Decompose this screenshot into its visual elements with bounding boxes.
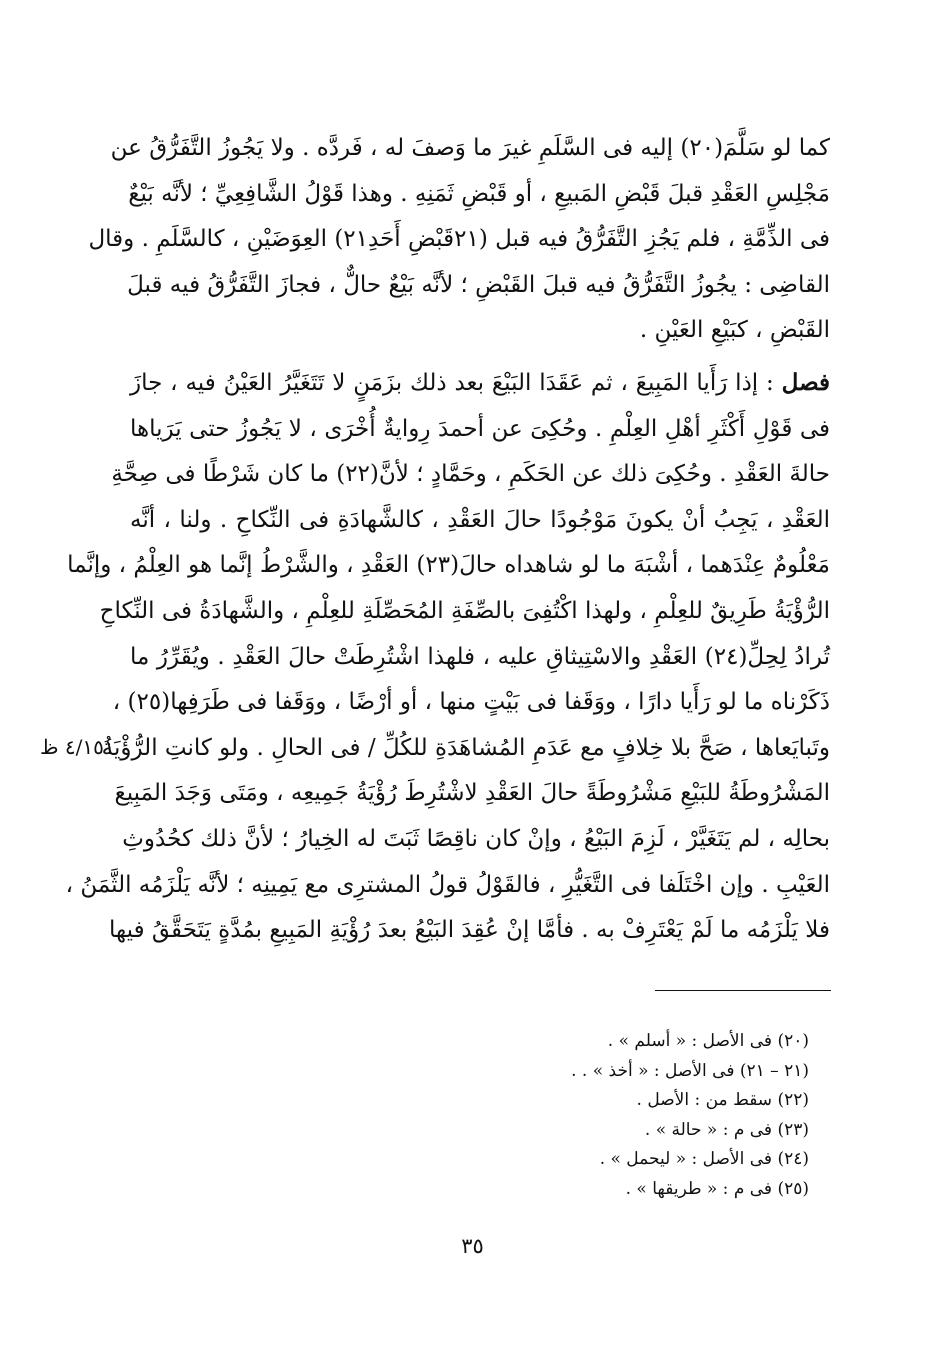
footnote-item: (٢٣) فى م : « حالة » . (644, 1119, 809, 1140)
text-line-rest: : إذا رَأَيا المَبِيعَ ، ثم عَقَدَا البَيْعَ بعد ذلك بزَمَنٍ لا تَتَغَيَّرُ العَيْنُ فيه ، جازَ (130, 369, 774, 396)
footnote-item: (٢٥) فى م : « طريقها » . (625, 1178, 809, 1199)
text-line: مَجْلِسِ العَقْدِ قبلَ قَبْضِ المَبيعِ ، أو قَبْضِ ثَمَنِهِ . وهذا قَوْلُ الشَّافِعِيِّ ؛ لأنَّه بَيْعٌ (128, 180, 830, 207)
text-line: كما لو سَلَّمَ(٢٠) إليه فى السَّلَمِ غيرَ ما وَصفَ له ، فَردَّه . ولا يَجُوزُ التَّفَرُّقُ عن (110, 135, 830, 161)
text-line-first (130, 360, 830, 407)
margin-folio-note: ٤/١٥١ ظ (40, 735, 115, 759)
text-line: العَقْدِ ، يَجِبُ أنْ يكونَ مَوْجُودًا حالَ العَقْدِ ، كالشَّهادَةِ فى النِّكاحِ . ولنا ، أنَّه (130, 506, 830, 533)
text-line: القَبْضِ ، كبَيْعِ العَيْنِ . (639, 317, 830, 344)
text-line: فى الذِّمَّةِ ، فلم يَجُزِ التَّفَرُّقُ فيه قبل (٢١قَبْضِ أَحَدِ٢١) العِوَضَيْنِ ، كالسَّلَمِ . وقال (88, 226, 830, 253)
section-heading-fasl: فصل (781, 368, 831, 396)
paragraph-1 (88, 126, 830, 354)
footnote-item: (٢٠) فى الأصل : « أسلم » . (607, 1031, 809, 1051)
footnote-item: (٢١ – ٢١) فى الأصل : « أخذ » . . (571, 1060, 809, 1081)
text-line: تُرادُ لِحِلِّ(٢٤) العَقْدِ والاسْتِيثاقِ عليه ، فلهذا اشْتُرِطَتْ حالَ العَقْدِ . ويُقَرِّرُ ما (130, 643, 831, 670)
footnotes-list (571, 1027, 809, 1204)
text-line: مَعْلُومٌ عِنْدَهما ، أشْبَهَ ما لو شاهداه حالَ(٢٣) العَقْدِ ، والشَّرْطُ إنَّما هو العِلْمُ ، وإنَّما (67, 552, 830, 579)
text-line: المَشْرُوطَةُ للبَيْعِ مَشْرُوطَةً حالَ العَقْدِ لاشْتُرِطَ رُؤْيَةُ جَمِيعِه ، ومَتَى وَجَدَ المَبِيعَ (114, 780, 830, 807)
text-line: فى قَوْلِ أَكْثَرِ أهْلِ العِلْمِ . وحُكِىَ عن أحمدَ رِوايةٌ أُخْرَى ، لا يَجُوزُ حتى يَرَياها (130, 415, 830, 442)
text-line: وتَبايَعاها ، صَحَّ بلا خِلافٍ مع عَدَمِ المُشاهَدَةِ للكُلِّ / فى الحالِ . ولو كانتِ الرُّؤْيَةُ (101, 734, 830, 761)
text-line: الرُّؤْيَةُ طَرِيقٌ للعِلْمِ ، ولهذا اكْتُفِىَ بالصِّفَةِ المُحَصِّلَةِ للعِلْمِ ، والشَّهادَةُ فى النِّكاحِ (99, 597, 830, 624)
footnote-item: (٢٢) سقط من : الأصل . (636, 1090, 809, 1110)
text-line: العَيْبِ . وإن اخْتَلَفا فى التَّغَيُّرِ ، فالقَوْلُ قولُ المشترِى مع يَمِينِه ؛ لأنَّه يَلْزَمُه الثَّمَنُ ، (65, 871, 830, 898)
text-line: بحالِه ، لم يَتَغَيَّرْ ، لَزِمَ البَيْعُ ، وإنْ كان ناقِصًا ثَبَتَ له الخِيارُ ؛ لأنَّ ذلك كحُدُوثِ (122, 825, 830, 852)
page-number: ٣٥ (461, 1234, 484, 1258)
text-line: ذَكَرْناه ما لو رَأَيا دارًا ، ووَقَفا فى بَيْتٍ منها ، أو أرْضًا ، ووَقَفا فى طَرَفِها(٢٥) ، (112, 689, 830, 716)
text-line: فلا يَلْزَمُه ما لَمْ يَعْتَرِفْ به . فأمَّا إنْ عُقِدَ البَيْعُ بعدَ رُؤْيَةِ المَبِيعِ بمُدَّةٍ يَتَحَقَّقُ فيها (109, 917, 830, 944)
footnote-item: (٢٤) فى الأصل : « ليحمل » . (599, 1149, 809, 1169)
text-line: القاضِى : يجُوزُ التَّفَرُّقُ فيه قبلَ القَبْضِ ؛ لأنَّه بَيْعٌ حالٌّ ، فجازَ التَّفَرُّقُ فيه قبلَ (127, 271, 830, 298)
text-line: حالةَ العَقْدِ . وحُكِىَ ذلك عن الحَكَمِ ، وحَمَّادٍ ؛ لأنَّ(٢٢) ما كان شَرْطًا فى صِحَّةِ (111, 461, 830, 488)
footnote-divider (655, 990, 831, 991)
